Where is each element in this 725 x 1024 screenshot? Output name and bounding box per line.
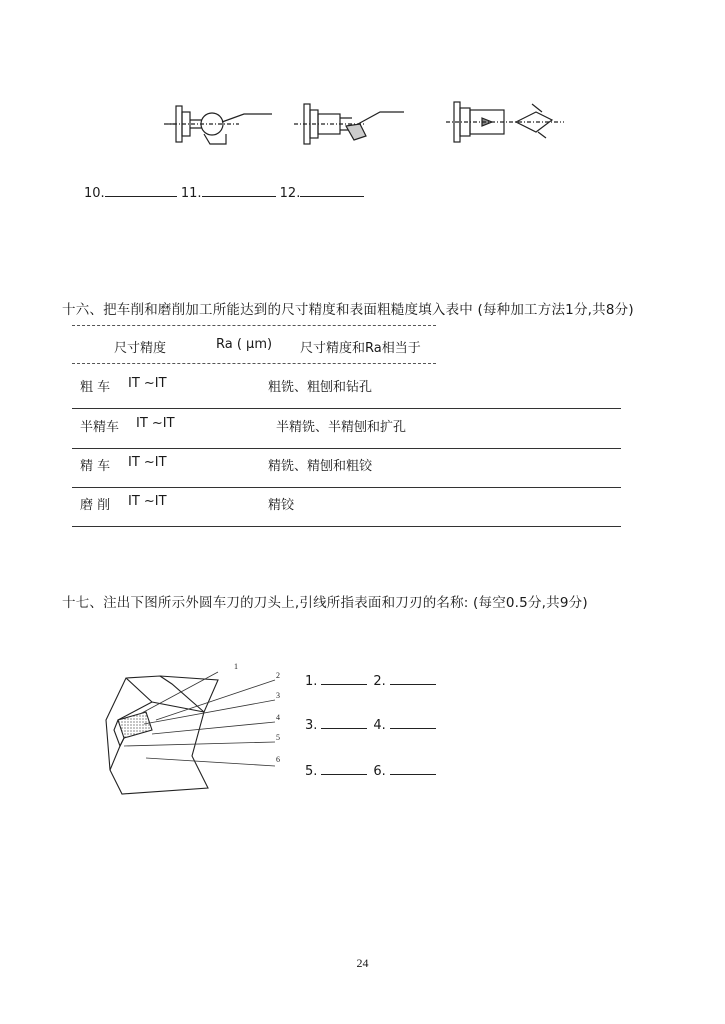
table-header-rule [72,363,436,364]
row-equivalent: 半精铣、半精刨和扩孔 [276,420,407,435]
answer-label-2: 2. [373,674,386,689]
row-rule [72,526,621,527]
row-precision[interactable]: IT ~IT [128,494,167,509]
header-precision: 尺寸精度 [114,341,167,356]
lathe-figure-12 [446,98,566,148]
answer-row-2 [305,716,442,733]
row-equivalent: 粗铣、粗刨和钻孔 [268,380,373,395]
answer-row-1 [305,672,442,689]
answer-blank-5[interactable] [321,762,367,775]
fill-blank-row [84,184,364,201]
answer-label-4: 4. [373,718,386,733]
answer-blank-1[interactable] [321,672,367,685]
answer-row-3 [305,762,442,779]
header-ra: Ra ( μm) [216,337,273,352]
answer-label-3: 3. [305,718,318,733]
callout-6: 6 [276,755,280,764]
row-method: 精 车 [80,459,111,474]
answer-label-6: 6. [373,764,386,779]
callout-3: 3 [276,691,280,700]
callout-2: 2 [276,671,280,680]
blank-label-12: 12. [279,186,301,201]
row-rule [72,448,621,449]
table-top-rule [72,325,436,326]
answer-label-1: 1. [305,674,318,689]
row-precision[interactable]: IT ~IT [128,455,167,470]
row-equivalent: 精铣、精刨和粗铰 [268,459,373,474]
row-precision[interactable]: IT ~IT [136,416,175,431]
row-precision[interactable]: IT ~IT [128,376,167,391]
row-method: 半精车 [80,420,120,435]
answer-blank-6[interactable] [390,762,436,775]
callout-5: 5 [276,733,280,742]
blank-line-11[interactable] [202,184,276,197]
lathe-figure-11 [294,100,414,150]
q16-title: 十六、把车削和磨削加工所能达到的尺寸精度和表面粗糙度填入表中 (每种加工方法1分,共8分) [62,302,634,318]
blank-line-12[interactable] [300,184,364,197]
blank-line-10[interactable] [105,184,177,197]
row-rule [72,487,621,488]
row-equivalent: 精铰 [268,498,295,513]
callout-4: 4 [276,713,280,722]
blank-label-11: 11. [180,186,202,201]
row-method: 磨 削 [80,498,111,513]
row-rule [72,408,621,409]
answer-label-5: 5. [305,764,318,779]
q17-title: 十七、注出下图所示外圆车刀的刀头上,引线所指表面和刀刃的名称: (每空0.5分,共9分) [62,595,588,611]
answer-blank-3[interactable] [321,716,367,729]
answer-blank-2[interactable] [390,672,436,685]
header-equivalent: 尺寸精度和Ra相当于 [300,341,421,356]
answer-blank-4[interactable] [390,716,436,729]
row-method: 粗 车 [80,380,111,395]
callout-1: 1 [234,662,238,671]
lathe-figure-10 [164,100,274,150]
turning-tool-diagram [100,658,295,798]
blank-label-10: 10. [84,186,105,201]
page-number: 24 [356,956,369,970]
